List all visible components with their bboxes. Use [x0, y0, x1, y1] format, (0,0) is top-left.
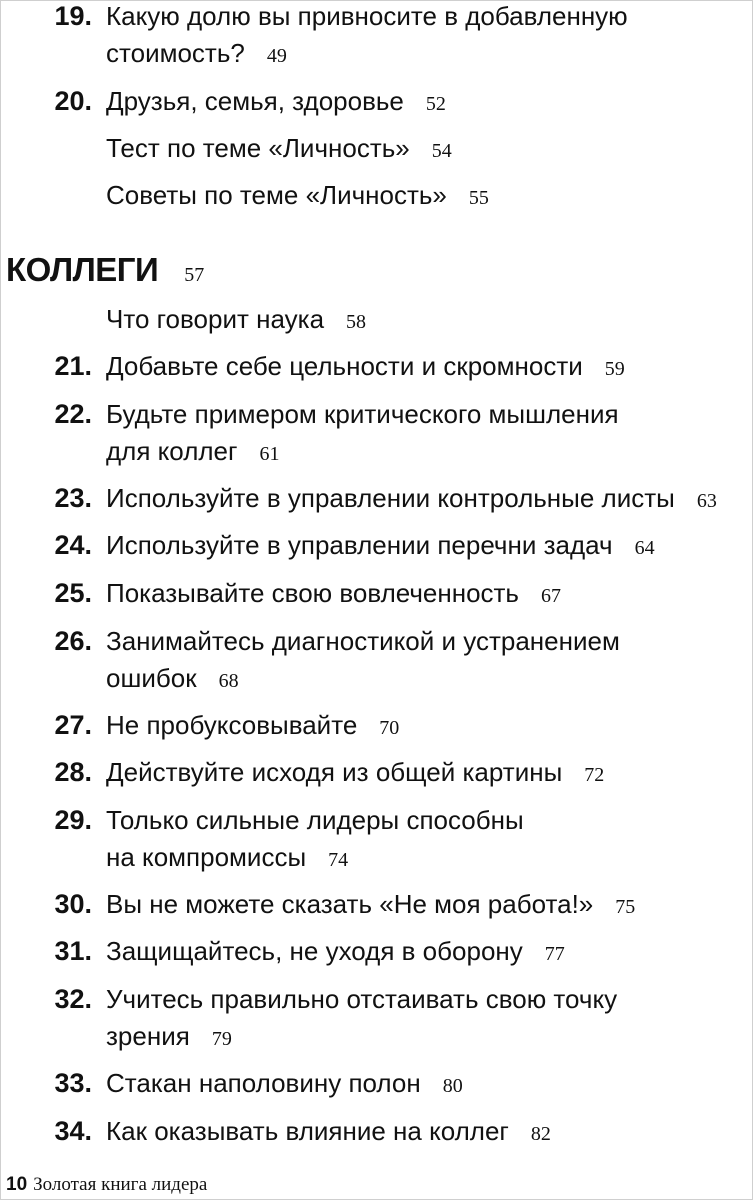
page-footer — [6, 1172, 207, 1199]
entry-page-number: 75 — [615, 896, 636, 918]
entry-number: 28. — [54, 757, 92, 787]
entry-number: 23. — [54, 483, 92, 513]
entry-number: 30. — [54, 889, 92, 919]
entry-title: Добавьте себе цельности и скромности — [106, 351, 583, 381]
entry-number: 19. — [54, 1, 92, 31]
entry-title: Показывайте свою вовлеченность — [106, 578, 519, 608]
entry-number: 26. — [54, 626, 92, 656]
entry-title: Советы по теме «Личность» — [106, 180, 447, 210]
entry-number: 34. — [54, 1116, 92, 1146]
entry-page-number: 63 — [696, 490, 717, 512]
entry-number: 21. — [54, 351, 92, 381]
entry-page-number: 79 — [211, 1028, 232, 1050]
entry-number: 25. — [54, 578, 92, 608]
footer-page-number: 10 — [6, 1174, 28, 1195]
entry-title: Вы не можете сказать «Не моя работа!» — [106, 889, 594, 919]
entry-number: 27. — [54, 710, 92, 740]
section-title: КОЛЛЕГИ — [6, 251, 159, 288]
entry-title: Не пробуксовывайте — [106, 710, 358, 740]
entry-page-number: 64 — [634, 537, 655, 559]
entry-title: Только сильные лидеры способны — [106, 805, 524, 835]
entry-number: 22. — [54, 399, 92, 429]
entry-title: Используйте в управлении контрольные листы — [106, 483, 675, 513]
entry-page-number: 70 — [379, 717, 400, 739]
entry-title: Тест по теме «Личность» — [106, 133, 410, 163]
entry-page-number: 55 — [468, 187, 489, 209]
entry-page-number: 74 — [328, 849, 349, 871]
entry-title: на компромиссы — [106, 842, 307, 872]
entry-page-number: 52 — [425, 93, 446, 115]
entry-number: 32. — [54, 984, 92, 1014]
entry-title: Занимайтесь диагностикой и устранением — [106, 626, 620, 656]
entry-title: Используйте в управлении перечни задач — [106, 530, 613, 560]
entry-title: Как оказывать влияние на коллег — [106, 1116, 509, 1146]
entry-title: Что говорит наука — [106, 304, 325, 334]
entry-title: Защищайтесь, не уходя в оборону — [106, 936, 523, 966]
entry-title: Стакан наполовину полон — [106, 1068, 421, 1098]
entry-page-number: 58 — [346, 311, 367, 333]
entry-title: Друзья, семья, здоровье — [106, 86, 404, 116]
section-page-number: 57 — [184, 264, 205, 286]
entry-title: ошибок — [106, 663, 197, 693]
entry-title: Какую долю вы привносите в добавленную — [106, 1, 628, 31]
entry-page-number: 49 — [266, 45, 287, 67]
entry-title: Будьте примером критического мышления — [106, 399, 619, 429]
entry-title: Учитесь правильно отстаивать свою точку — [106, 984, 618, 1014]
entry-page-number: 68 — [218, 670, 239, 692]
entry-page-number: 67 — [540, 585, 561, 607]
entry-title: стоимость? — [106, 38, 245, 68]
entry-page-number: 72 — [584, 764, 605, 786]
entry-page-number: 77 — [544, 943, 565, 965]
entry-title: Действуйте исходя из общей картины — [106, 757, 563, 787]
entry-page-number: 54 — [431, 140, 452, 162]
entry-title: зрения — [106, 1021, 190, 1051]
entry-page-number: 80 — [442, 1075, 463, 1097]
entry-number: 29. — [54, 805, 92, 835]
entry-number: 24. — [54, 530, 92, 560]
entry-number: 33. — [54, 1068, 92, 1098]
entry-page-number: 82 — [530, 1123, 551, 1145]
entry-number: 31. — [54, 936, 92, 966]
entry-page-number: 59 — [604, 358, 625, 380]
entry-title: для коллег — [106, 436, 238, 466]
entry-page-number: 61 — [259, 443, 280, 465]
section-heading[interactable] — [6, 250, 204, 297]
entry-number: 20. — [54, 86, 92, 116]
footer-book-title: Золотая книга лидера — [33, 1174, 208, 1195]
